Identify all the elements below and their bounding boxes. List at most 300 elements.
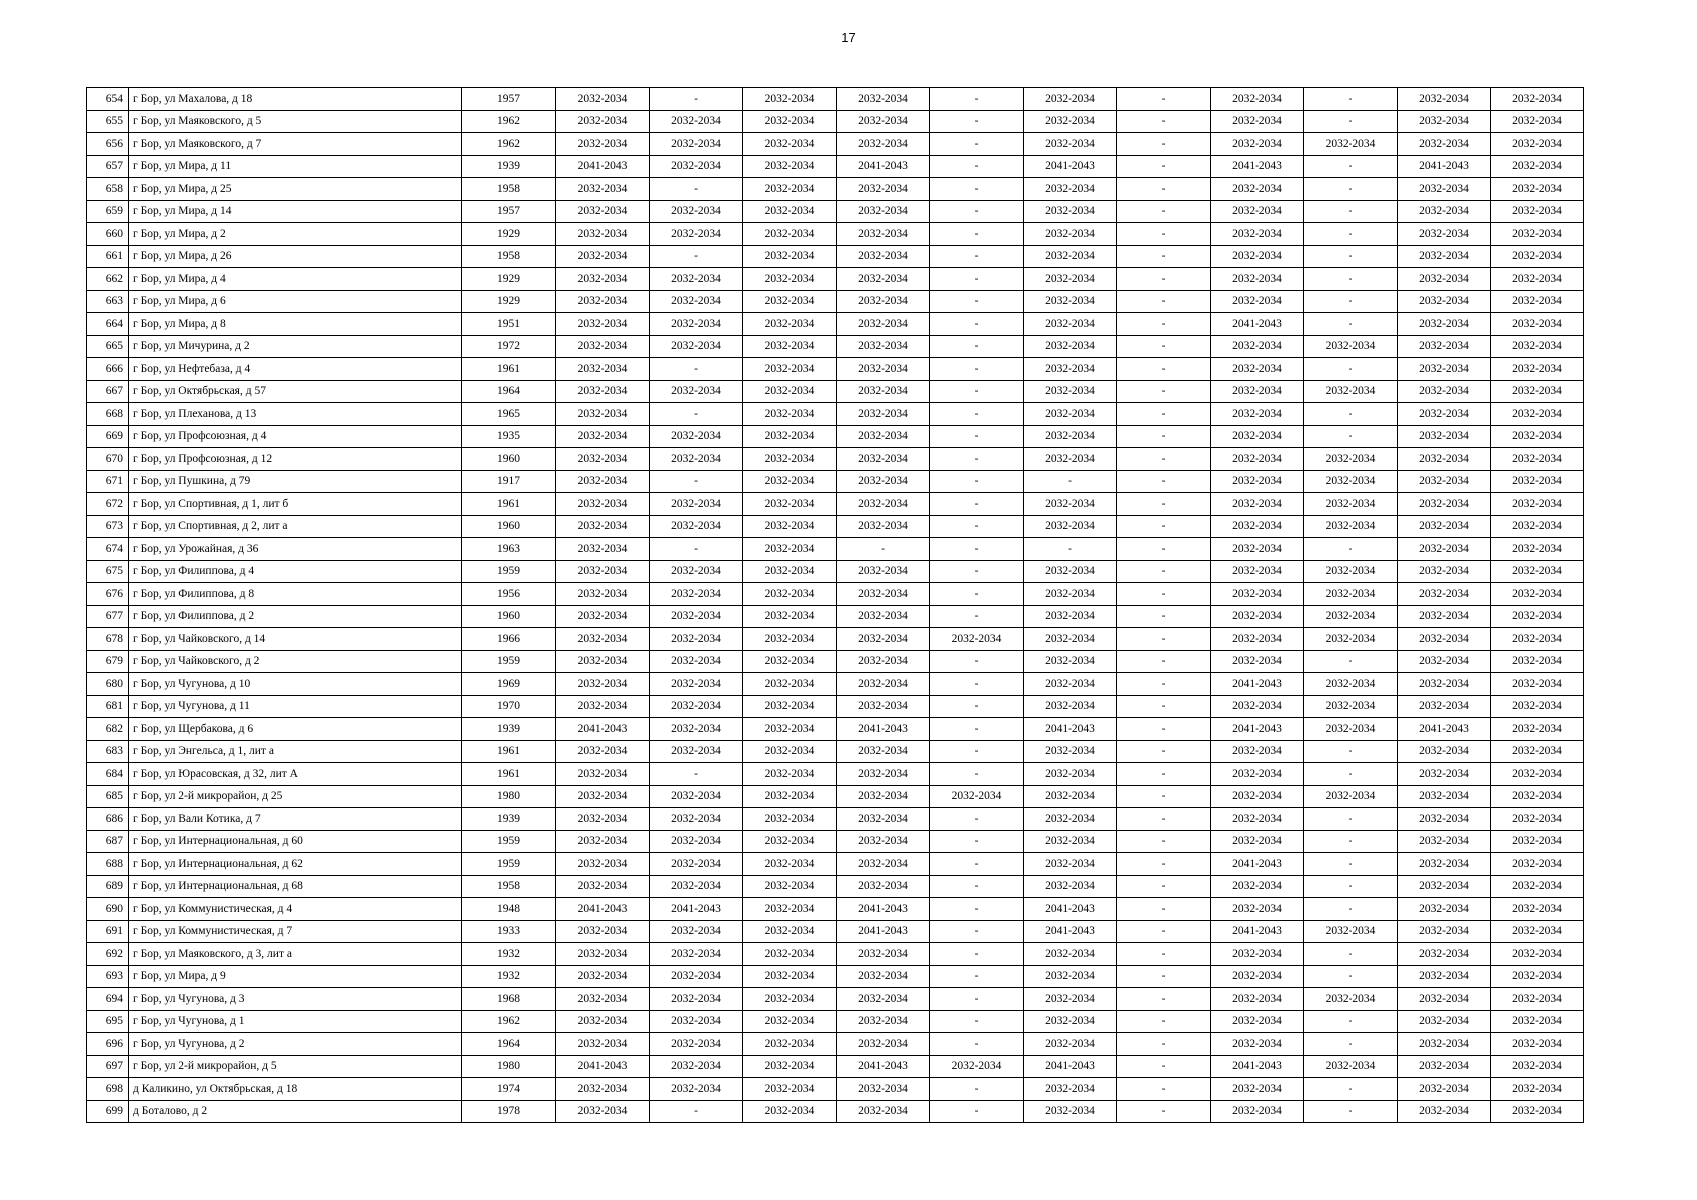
cell-c10: 2032-2034: [1398, 560, 1491, 583]
cell-c8: 2032-2034: [1211, 1033, 1304, 1056]
cell-num: 672: [87, 493, 129, 516]
cell-c3: 2032-2034: [743, 110, 837, 133]
cell-num: 689: [87, 875, 129, 898]
cell-c1: 2032-2034: [556, 110, 650, 133]
cell-c2: -: [650, 358, 743, 381]
cell-c4: 2032-2034: [837, 133, 930, 156]
cell-c8: 2041-2043: [1211, 1055, 1304, 1078]
cell-address: г Бор, ул Филиппова, д 2: [129, 605, 462, 628]
cell-c7: -: [1117, 628, 1211, 651]
cell-c7: -: [1117, 695, 1211, 718]
cell-c3: 2032-2034: [743, 785, 837, 808]
cell-c5: -: [930, 1010, 1024, 1033]
cell-c4: 2032-2034: [837, 740, 930, 763]
cell-c10: 2032-2034: [1398, 943, 1491, 966]
cell-c7: -: [1117, 335, 1211, 358]
cell-c8: 2032-2034: [1211, 943, 1304, 966]
cell-address: г Бор, ул Интернациональная, д 68: [129, 875, 462, 898]
cell-c1: 2032-2034: [556, 470, 650, 493]
cell-c6: 2032-2034: [1024, 110, 1117, 133]
cell-c2: 2041-2043: [650, 898, 743, 921]
cell-c9: 2032-2034: [1304, 695, 1398, 718]
cell-address: г Бор, ул Интернациональная, д 60: [129, 830, 462, 853]
cell-c10: 2032-2034: [1398, 493, 1491, 516]
cell-c10: 2032-2034: [1398, 605, 1491, 628]
table-row: [87, 155, 1584, 178]
cell-year: 1917: [462, 470, 556, 493]
cell-c9: -: [1304, 763, 1398, 786]
cell-c1: 2032-2034: [556, 313, 650, 336]
cell-c3: 2032-2034: [743, 470, 837, 493]
cell-c3: 2032-2034: [743, 875, 837, 898]
cell-c11: 2032-2034: [1491, 605, 1584, 628]
cell-c10: 2032-2034: [1398, 785, 1491, 808]
cell-c3: 2032-2034: [743, 1078, 837, 1101]
cell-c3: 2032-2034: [743, 425, 837, 448]
cell-c4: 2032-2034: [837, 785, 930, 808]
cell-c3: 2032-2034: [743, 493, 837, 516]
cell-c4: 2032-2034: [837, 1100, 930, 1123]
cell-c1: 2032-2034: [556, 965, 650, 988]
cell-c11: 2032-2034: [1491, 1010, 1584, 1033]
cell-c2: 2032-2034: [650, 268, 743, 291]
cell-c1: 2032-2034: [556, 853, 650, 876]
cell-c10: 2032-2034: [1398, 740, 1491, 763]
page-number: 17: [841, 30, 856, 45]
cell-year: 1972: [462, 335, 556, 358]
cell-c3: 2032-2034: [743, 605, 837, 628]
cell-c6: 2032-2034: [1024, 583, 1117, 606]
cell-c4: 2032-2034: [837, 223, 930, 246]
cell-num: 696: [87, 1033, 129, 1056]
cell-c8: 2032-2034: [1211, 200, 1304, 223]
cell-year: 1961: [462, 358, 556, 381]
cell-c10: 2032-2034: [1398, 830, 1491, 853]
cell-c9: -: [1304, 178, 1398, 201]
cell-c8: 2032-2034: [1211, 110, 1304, 133]
cell-year: 1978: [462, 1100, 556, 1123]
cell-year: 1970: [462, 695, 556, 718]
cell-c5: -: [930, 673, 1024, 696]
cell-num: 695: [87, 1010, 129, 1033]
cell-year: 1961: [462, 763, 556, 786]
cell-c9: -: [1304, 538, 1398, 561]
cell-c10: 2032-2034: [1398, 133, 1491, 156]
cell-c2: 2032-2034: [650, 1078, 743, 1101]
table-row: [87, 1078, 1584, 1101]
cell-address: г Бор, ул Мира, д 14: [129, 200, 462, 223]
cell-c6: 2032-2034: [1024, 88, 1117, 111]
cell-c3: 2032-2034: [743, 133, 837, 156]
table-row: [87, 335, 1584, 358]
cell-c11: 2032-2034: [1491, 650, 1584, 673]
cell-c6: 2032-2034: [1024, 1100, 1117, 1123]
cell-c1: 2032-2034: [556, 88, 650, 111]
cell-c6: 2032-2034: [1024, 943, 1117, 966]
cell-c7: -: [1117, 358, 1211, 381]
table-row: [87, 1033, 1584, 1056]
cell-c10: 2032-2034: [1398, 88, 1491, 111]
cell-c10: 2032-2034: [1398, 448, 1491, 471]
cell-c3: 2032-2034: [743, 358, 837, 381]
cell-c3: 2032-2034: [743, 178, 837, 201]
cell-c4: 2032-2034: [837, 335, 930, 358]
cell-c7: -: [1117, 178, 1211, 201]
cell-c7: -: [1117, 1033, 1211, 1056]
cell-c7: -: [1117, 605, 1211, 628]
cell-c1: 2032-2034: [556, 1010, 650, 1033]
cell-c2: 2032-2034: [650, 1033, 743, 1056]
cell-c11: 2032-2034: [1491, 695, 1584, 718]
table-row: [87, 718, 1584, 741]
cell-c6: 2032-2034: [1024, 763, 1117, 786]
cell-address: г Бор, ул Мира, д 6: [129, 290, 462, 313]
cell-c11: 2032-2034: [1491, 560, 1584, 583]
table-row: [87, 110, 1584, 133]
table-row: [87, 988, 1584, 1011]
cell-year: 1963: [462, 538, 556, 561]
cell-c7: -: [1117, 898, 1211, 921]
cell-c1: 2032-2034: [556, 403, 650, 426]
cell-c6: 2032-2034: [1024, 515, 1117, 538]
cell-c7: -: [1117, 718, 1211, 741]
cell-c4: 2041-2043: [837, 898, 930, 921]
cell-c4: 2032-2034: [837, 673, 930, 696]
cell-c6: 2041-2043: [1024, 920, 1117, 943]
cell-year: 1929: [462, 223, 556, 246]
cell-c6: 2032-2034: [1024, 1033, 1117, 1056]
cell-year: 1958: [462, 178, 556, 201]
cell-c5: -: [930, 1033, 1024, 1056]
cell-c2: 2032-2034: [650, 695, 743, 718]
cell-c2: 2032-2034: [650, 133, 743, 156]
cell-c2: 2032-2034: [650, 785, 743, 808]
table-row: [87, 88, 1584, 111]
cell-c7: -: [1117, 223, 1211, 246]
cell-c4: 2032-2034: [837, 988, 930, 1011]
cell-c2: 2032-2034: [650, 493, 743, 516]
cell-year: 1962: [462, 1010, 556, 1033]
cell-c2: 2032-2034: [650, 313, 743, 336]
cell-c9: -: [1304, 200, 1398, 223]
cell-c10: 2032-2034: [1398, 223, 1491, 246]
cell-num: 675: [87, 560, 129, 583]
cell-c1: 2032-2034: [556, 178, 650, 201]
cell-c2: 2032-2034: [650, 718, 743, 741]
cell-c10: 2032-2034: [1398, 695, 1491, 718]
cell-address: г Бор, ул Спортивная, д 1, лит б: [129, 493, 462, 516]
cell-c6: 2032-2034: [1024, 785, 1117, 808]
cell-c10: 2032-2034: [1398, 358, 1491, 381]
cell-num: 688: [87, 853, 129, 876]
cell-c6: 2032-2034: [1024, 223, 1117, 246]
cell-c11: 2032-2034: [1491, 830, 1584, 853]
cell-c9: 2032-2034: [1304, 673, 1398, 696]
cell-c9: -: [1304, 965, 1398, 988]
cell-address: г Бор, ул Филиппова, д 8: [129, 583, 462, 606]
cell-c9: -: [1304, 1078, 1398, 1101]
cell-c7: -: [1117, 673, 1211, 696]
cell-year: 1968: [462, 988, 556, 1011]
cell-c1: 2041-2043: [556, 898, 650, 921]
cell-c9: -: [1304, 268, 1398, 291]
cell-c1: 2032-2034: [556, 200, 650, 223]
cell-c7: -: [1117, 313, 1211, 336]
cell-num: 682: [87, 718, 129, 741]
cell-year: 1951: [462, 313, 556, 336]
cell-c8: 2041-2043: [1211, 313, 1304, 336]
cell-c11: 2032-2034: [1491, 1078, 1584, 1101]
cell-c5: -: [930, 965, 1024, 988]
cell-c10: 2032-2034: [1398, 898, 1491, 921]
cell-c10: 2032-2034: [1398, 470, 1491, 493]
table-row: [87, 223, 1584, 246]
cell-c3: 2032-2034: [743, 965, 837, 988]
cell-num: 683: [87, 740, 129, 763]
cell-c1: 2032-2034: [556, 628, 650, 651]
cell-c2: -: [650, 88, 743, 111]
cell-c3: 2032-2034: [743, 898, 837, 921]
cell-c8: 2032-2034: [1211, 290, 1304, 313]
cell-c7: -: [1117, 763, 1211, 786]
cell-c5: -: [930, 650, 1024, 673]
cell-c2: 2032-2034: [650, 920, 743, 943]
cell-c7: -: [1117, 1010, 1211, 1033]
cell-num: 684: [87, 763, 129, 786]
cell-address: г Бор, ул Чугунова, д 1: [129, 1010, 462, 1033]
table-row: [87, 560, 1584, 583]
cell-c9: -: [1304, 425, 1398, 448]
table-row: [87, 605, 1584, 628]
cell-c8: 2032-2034: [1211, 88, 1304, 111]
cell-c11: 2032-2034: [1491, 290, 1584, 313]
cell-c5: -: [930, 223, 1024, 246]
cell-c5: -: [930, 853, 1024, 876]
cell-c6: 2032-2034: [1024, 875, 1117, 898]
cell-c2: -: [650, 245, 743, 268]
cell-c3: 2032-2034: [743, 515, 837, 538]
cell-c7: -: [1117, 268, 1211, 291]
cell-c1: 2032-2034: [556, 695, 650, 718]
cell-c7: -: [1117, 830, 1211, 853]
cell-c5: -: [930, 290, 1024, 313]
cell-num: 687: [87, 830, 129, 853]
cell-c2: 2032-2034: [650, 1055, 743, 1078]
cell-year: 1961: [462, 493, 556, 516]
cell-c3: 2032-2034: [743, 920, 837, 943]
cell-c6: 2032-2034: [1024, 1078, 1117, 1101]
cell-c7: -: [1117, 965, 1211, 988]
cell-num: 669: [87, 425, 129, 448]
table-row: [87, 650, 1584, 673]
cell-c10: 2032-2034: [1398, 245, 1491, 268]
cell-c5: 2032-2034: [930, 628, 1024, 651]
cell-c9: 2032-2034: [1304, 785, 1398, 808]
cell-c1: 2032-2034: [556, 493, 650, 516]
cell-c11: 2032-2034: [1491, 470, 1584, 493]
cell-year: 1932: [462, 965, 556, 988]
cell-address: г Бор, ул Профсоюзная, д 12: [129, 448, 462, 471]
cell-c9: -: [1304, 875, 1398, 898]
cell-c3: 2032-2034: [743, 223, 837, 246]
cell-c1: 2032-2034: [556, 875, 650, 898]
cell-c6: 2032-2034: [1024, 560, 1117, 583]
cell-c6: 2032-2034: [1024, 335, 1117, 358]
cell-c6: 2032-2034: [1024, 245, 1117, 268]
cell-num: 671: [87, 470, 129, 493]
cell-c3: 2032-2034: [743, 313, 837, 336]
cell-c3: 2032-2034: [743, 335, 837, 358]
cell-c8: 2032-2034: [1211, 695, 1304, 718]
cell-c11: 2032-2034: [1491, 178, 1584, 201]
cell-c2: -: [650, 403, 743, 426]
cell-c5: -: [930, 1078, 1024, 1101]
cell-c7: -: [1117, 920, 1211, 943]
cell-c11: 2032-2034: [1491, 380, 1584, 403]
cell-c9: -: [1304, 155, 1398, 178]
table-row: [87, 943, 1584, 966]
cell-c11: 2032-2034: [1491, 628, 1584, 651]
cell-num: 677: [87, 605, 129, 628]
cell-c8: 2032-2034: [1211, 403, 1304, 426]
cell-c10: 2032-2034: [1398, 808, 1491, 831]
cell-c10: 2032-2034: [1398, 178, 1491, 201]
cell-c11: 2032-2034: [1491, 223, 1584, 246]
cell-address: г Бор, ул Маяковского, д 5: [129, 110, 462, 133]
cell-c4: 2032-2034: [837, 470, 930, 493]
cell-c8: 2032-2034: [1211, 628, 1304, 651]
cell-c2: -: [650, 763, 743, 786]
cell-c9: 2032-2034: [1304, 335, 1398, 358]
cell-c2: 2032-2034: [650, 965, 743, 988]
cell-c8: 2032-2034: [1211, 650, 1304, 673]
cell-c1: 2032-2034: [556, 223, 650, 246]
cell-c5: -: [930, 200, 1024, 223]
cell-address: г Бор, ул 2-й микрорайон, д 5: [129, 1055, 462, 1078]
cell-address: г Бор, ул Плеханова, д 13: [129, 403, 462, 426]
cell-c3: 2032-2034: [743, 268, 837, 291]
cell-num: 665: [87, 335, 129, 358]
cell-c2: 2032-2034: [650, 560, 743, 583]
cell-c11: 2032-2034: [1491, 493, 1584, 516]
cell-c1: 2041-2043: [556, 155, 650, 178]
cell-c9: -: [1304, 830, 1398, 853]
cell-year: 1935: [462, 425, 556, 448]
table-row: [87, 470, 1584, 493]
cell-year: 1939: [462, 155, 556, 178]
cell-c3: 2032-2034: [743, 695, 837, 718]
cell-num: 655: [87, 110, 129, 133]
cell-c1: 2041-2043: [556, 1055, 650, 1078]
cell-c8: 2032-2034: [1211, 785, 1304, 808]
table-row: [87, 695, 1584, 718]
cell-c7: -: [1117, 808, 1211, 831]
cell-num: 686: [87, 808, 129, 831]
cell-c7: -: [1117, 380, 1211, 403]
cell-c1: 2032-2034: [556, 380, 650, 403]
cell-c4: 2032-2034: [837, 178, 930, 201]
cell-c1: 2032-2034: [556, 448, 650, 471]
cell-c9: -: [1304, 1100, 1398, 1123]
cell-c5: -: [930, 88, 1024, 111]
cell-c7: -: [1117, 583, 1211, 606]
cell-c7: -: [1117, 560, 1211, 583]
cell-c1: 2032-2034: [556, 358, 650, 381]
cell-c9: -: [1304, 88, 1398, 111]
table-row: [87, 515, 1584, 538]
table-row: [87, 673, 1584, 696]
cell-c4: 2041-2043: [837, 155, 930, 178]
cell-c8: 2032-2034: [1211, 808, 1304, 831]
cell-address: г Бор, ул Пушкина, д 79: [129, 470, 462, 493]
cell-c4: 2032-2034: [837, 583, 930, 606]
cell-c7: -: [1117, 448, 1211, 471]
cell-c11: 2032-2034: [1491, 718, 1584, 741]
cell-c7: -: [1117, 853, 1211, 876]
cell-c1: 2032-2034: [556, 290, 650, 313]
cell-year: 1958: [462, 875, 556, 898]
cell-year: 1939: [462, 808, 556, 831]
cell-year: 1957: [462, 88, 556, 111]
cell-c2: -: [650, 538, 743, 561]
cell-c5: 2032-2034: [930, 1055, 1024, 1078]
cell-c2: 2032-2034: [650, 740, 743, 763]
cell-c6: 2032-2034: [1024, 695, 1117, 718]
cell-c5: -: [930, 763, 1024, 786]
cell-c2: 2032-2034: [650, 200, 743, 223]
cell-c6: 2032-2034: [1024, 808, 1117, 831]
cell-address: г Бор, ул Энгельса, д 1, лит а: [129, 740, 462, 763]
cell-c3: 2032-2034: [743, 1100, 837, 1123]
cell-c4: 2032-2034: [837, 380, 930, 403]
cell-c2: 2032-2034: [650, 605, 743, 628]
table-row: [87, 1100, 1584, 1123]
cell-address: г Бор, ул Махалова, д 18: [129, 88, 462, 111]
cell-c11: 2032-2034: [1491, 943, 1584, 966]
cell-c2: 2032-2034: [650, 628, 743, 651]
cell-c8: 2032-2034: [1211, 493, 1304, 516]
cell-year: 1957: [462, 200, 556, 223]
cell-c2: 2032-2034: [650, 425, 743, 448]
cell-c10: 2032-2034: [1398, 583, 1491, 606]
cell-c5: -: [930, 155, 1024, 178]
cell-c1: 2032-2034: [556, 583, 650, 606]
cell-year: 1948: [462, 898, 556, 921]
cell-c4: 2032-2034: [837, 200, 930, 223]
cell-c1: 2032-2034: [556, 920, 650, 943]
table-row: [87, 313, 1584, 336]
cell-address: г Бор, ул Мира, д 8: [129, 313, 462, 336]
cell-address: г Бор, ул Чугунова, д 11: [129, 695, 462, 718]
cell-c7: -: [1117, 110, 1211, 133]
cell-num: 692: [87, 943, 129, 966]
table-row: [87, 403, 1584, 426]
cell-c5: -: [930, 268, 1024, 291]
cell-c1: 2032-2034: [556, 425, 650, 448]
cell-num: 680: [87, 673, 129, 696]
cell-c3: 2032-2034: [743, 200, 837, 223]
cell-address: г Бор, ул Маяковского, д 3, лит а: [129, 943, 462, 966]
cell-c4: 2032-2034: [837, 875, 930, 898]
cell-c1: 2032-2034: [556, 988, 650, 1011]
cell-c4: 2032-2034: [837, 448, 930, 471]
cell-c6: 2032-2034: [1024, 605, 1117, 628]
cell-num: 666: [87, 358, 129, 381]
cell-c6: 2032-2034: [1024, 380, 1117, 403]
cell-c2: -: [650, 470, 743, 493]
table-row: [87, 245, 1584, 268]
cell-c6: 2032-2034: [1024, 650, 1117, 673]
